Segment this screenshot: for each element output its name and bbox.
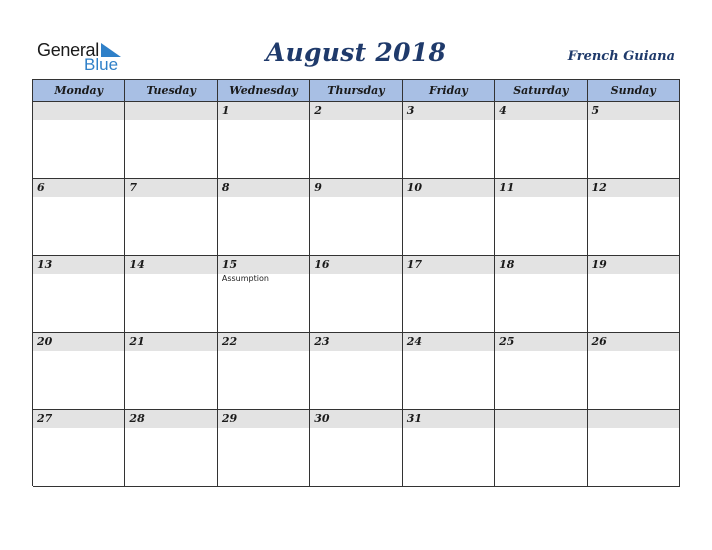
weekday-header: Friday (403, 80, 495, 102)
week-row (33, 179, 680, 256)
day-number: 14 (129, 258, 145, 271)
day-cell (588, 102, 680, 179)
holiday-label: Assumption (221, 274, 269, 283)
week-row (33, 102, 680, 179)
day-number: 28 (129, 412, 145, 425)
day-cell (218, 179, 310, 256)
logo-text-blue: Blue (84, 55, 119, 74)
day-number: 8 (221, 181, 230, 194)
day-cell (33, 102, 125, 179)
region-label: French Guiana (567, 49, 675, 64)
page-title: August 2018 (265, 38, 447, 67)
day-cell (33, 410, 125, 487)
logo-text-general: General (37, 40, 99, 60)
date-band (125, 102, 216, 120)
week-row (33, 333, 680, 410)
week-row (33, 256, 680, 333)
day-number: 4 (499, 104, 507, 117)
day-cell (125, 179, 217, 256)
day-cell (33, 333, 125, 410)
day-cell (33, 256, 125, 333)
day-cell (125, 102, 217, 179)
day-cell (310, 102, 402, 179)
date-band (218, 179, 309, 197)
date-band (588, 410, 679, 428)
weekday-header: Thursday (310, 80, 402, 102)
day-number: 24 (406, 335, 422, 348)
day-number: 26 (591, 335, 607, 348)
day-cell (495, 102, 587, 179)
day-number: 18 (499, 258, 515, 271)
date-band (588, 102, 679, 120)
day-cell (125, 333, 217, 410)
day-cell (588, 179, 680, 256)
week-row (33, 410, 680, 487)
weekday-header: Sunday (588, 80, 680, 102)
day-number: 27 (37, 412, 53, 425)
day-cell (218, 256, 310, 333)
day-number: 16 (314, 258, 330, 271)
day-number: 7 (129, 181, 138, 194)
day-number: 11 (499, 181, 515, 194)
day-cell (218, 102, 310, 179)
day-cell (310, 410, 402, 487)
date-band (218, 102, 309, 120)
day-number: 9 (314, 181, 322, 194)
weekday-header: Tuesday (125, 80, 217, 102)
day-cell (125, 410, 217, 487)
date-band (495, 102, 586, 120)
day-cell (495, 410, 587, 487)
day-number: 12 (591, 181, 607, 194)
day-cell (218, 410, 310, 487)
day-cell (33, 179, 125, 256)
day-number: 23 (314, 335, 330, 348)
day-cell (310, 179, 402, 256)
day-cell (495, 256, 587, 333)
day-number: 17 (406, 258, 422, 271)
date-band (33, 179, 124, 197)
day-cell (403, 102, 495, 179)
day-number: 21 (129, 335, 145, 348)
day-cell (588, 333, 680, 410)
date-band (495, 410, 586, 428)
day-cell (495, 179, 587, 256)
weeks-container (33, 102, 680, 487)
day-number: 30 (314, 412, 330, 425)
day-cell (403, 410, 495, 487)
day-cell (403, 256, 495, 333)
day-number: 5 (591, 104, 600, 117)
day-cell (495, 333, 587, 410)
day-cell (403, 333, 495, 410)
day-cell (588, 410, 680, 487)
weekday-header-row (33, 80, 680, 102)
date-band (403, 102, 494, 120)
day-number: 2 (314, 104, 322, 117)
day-cell (588, 256, 680, 333)
day-number: 29 (221, 412, 238, 425)
date-band (33, 102, 124, 120)
weekday-header: Monday (33, 80, 125, 102)
date-band (310, 179, 401, 197)
day-number: 31 (406, 412, 422, 425)
day-number: 3 (406, 104, 415, 117)
day-number: 22 (221, 335, 238, 348)
day-number: 10 (406, 181, 422, 194)
day-cell (403, 179, 495, 256)
day-cell (310, 333, 402, 410)
day-number: 19 (591, 258, 607, 271)
day-cell (310, 256, 402, 333)
day-number: 15 (221, 258, 238, 271)
weekday-header: Saturday (495, 80, 587, 102)
day-cell (218, 333, 310, 410)
weekday-header: Wednesday (218, 80, 310, 102)
calendar-grid (32, 79, 680, 486)
day-number: 25 (499, 335, 515, 348)
day-number: 13 (37, 258, 53, 271)
date-band (125, 179, 216, 197)
day-number: 6 (37, 181, 45, 194)
date-band (310, 102, 401, 120)
day-cell (125, 256, 217, 333)
day-number: 20 (37, 335, 53, 348)
day-number: 1 (221, 104, 230, 117)
